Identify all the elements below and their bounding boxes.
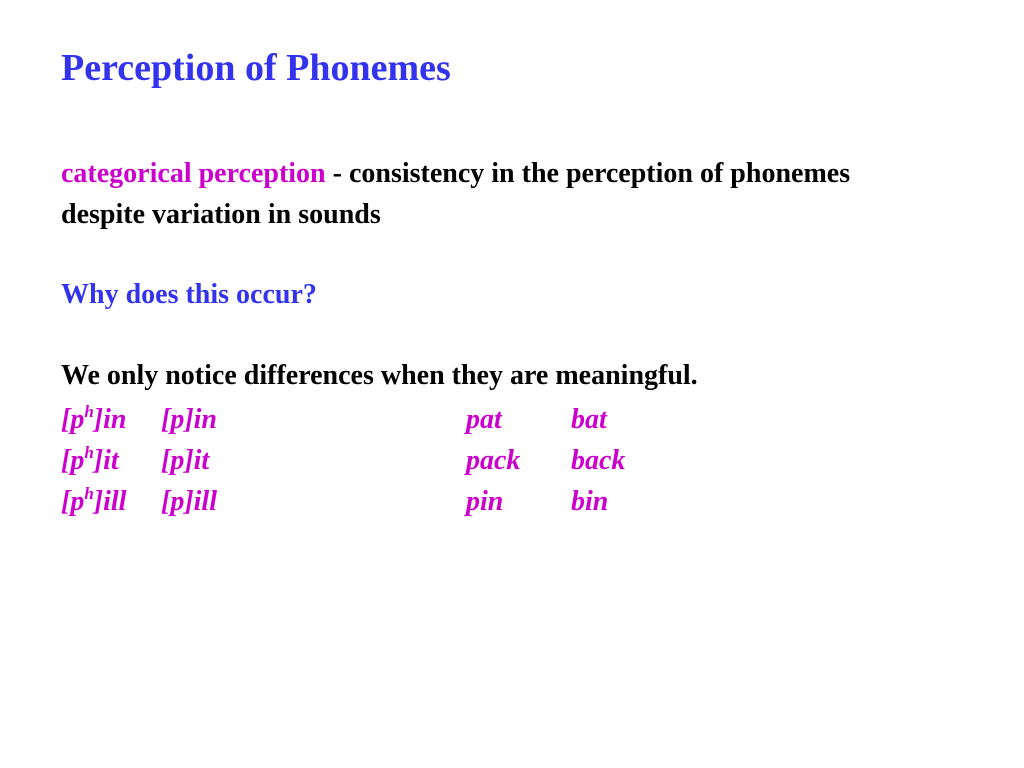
example-row — [61, 399, 761, 440]
example-row — [61, 481, 761, 522]
aspirated-example: $[p^h]ill$ — [61, 484, 127, 517]
example-row — [61, 440, 761, 481]
slide-title: Perception of Phonemes — [61, 47, 451, 89]
aspirated-example: $[p^h]in$ — [61, 402, 127, 435]
definition-paragraph — [61, 153, 941, 235]
statement-text: We only notice differences when they are meaningful. — [61, 360, 698, 391]
voiced-word: bat — [571, 404, 607, 435]
plain-example: [p]it — [161, 445, 210, 476]
voiceless-word: pin — [466, 486, 504, 517]
examples-table — [61, 399, 761, 522]
aspirated-example: $[p^h]it$ — [61, 443, 119, 476]
question-text: Why does this occur? — [61, 279, 317, 310]
voiceless-word: pack — [466, 445, 521, 476]
voiced-word: bin — [571, 486, 609, 517]
definition-text: - consistency in the perception of phonemes despite variation in sounds — [61, 158, 851, 230]
voiceless-word: pat — [466, 404, 502, 435]
plain-example: [p]in — [161, 404, 217, 435]
voiced-word: back — [571, 445, 626, 476]
definition-term: categorical perception — [61, 158, 326, 189]
plain-example: [p]ill — [161, 486, 217, 517]
